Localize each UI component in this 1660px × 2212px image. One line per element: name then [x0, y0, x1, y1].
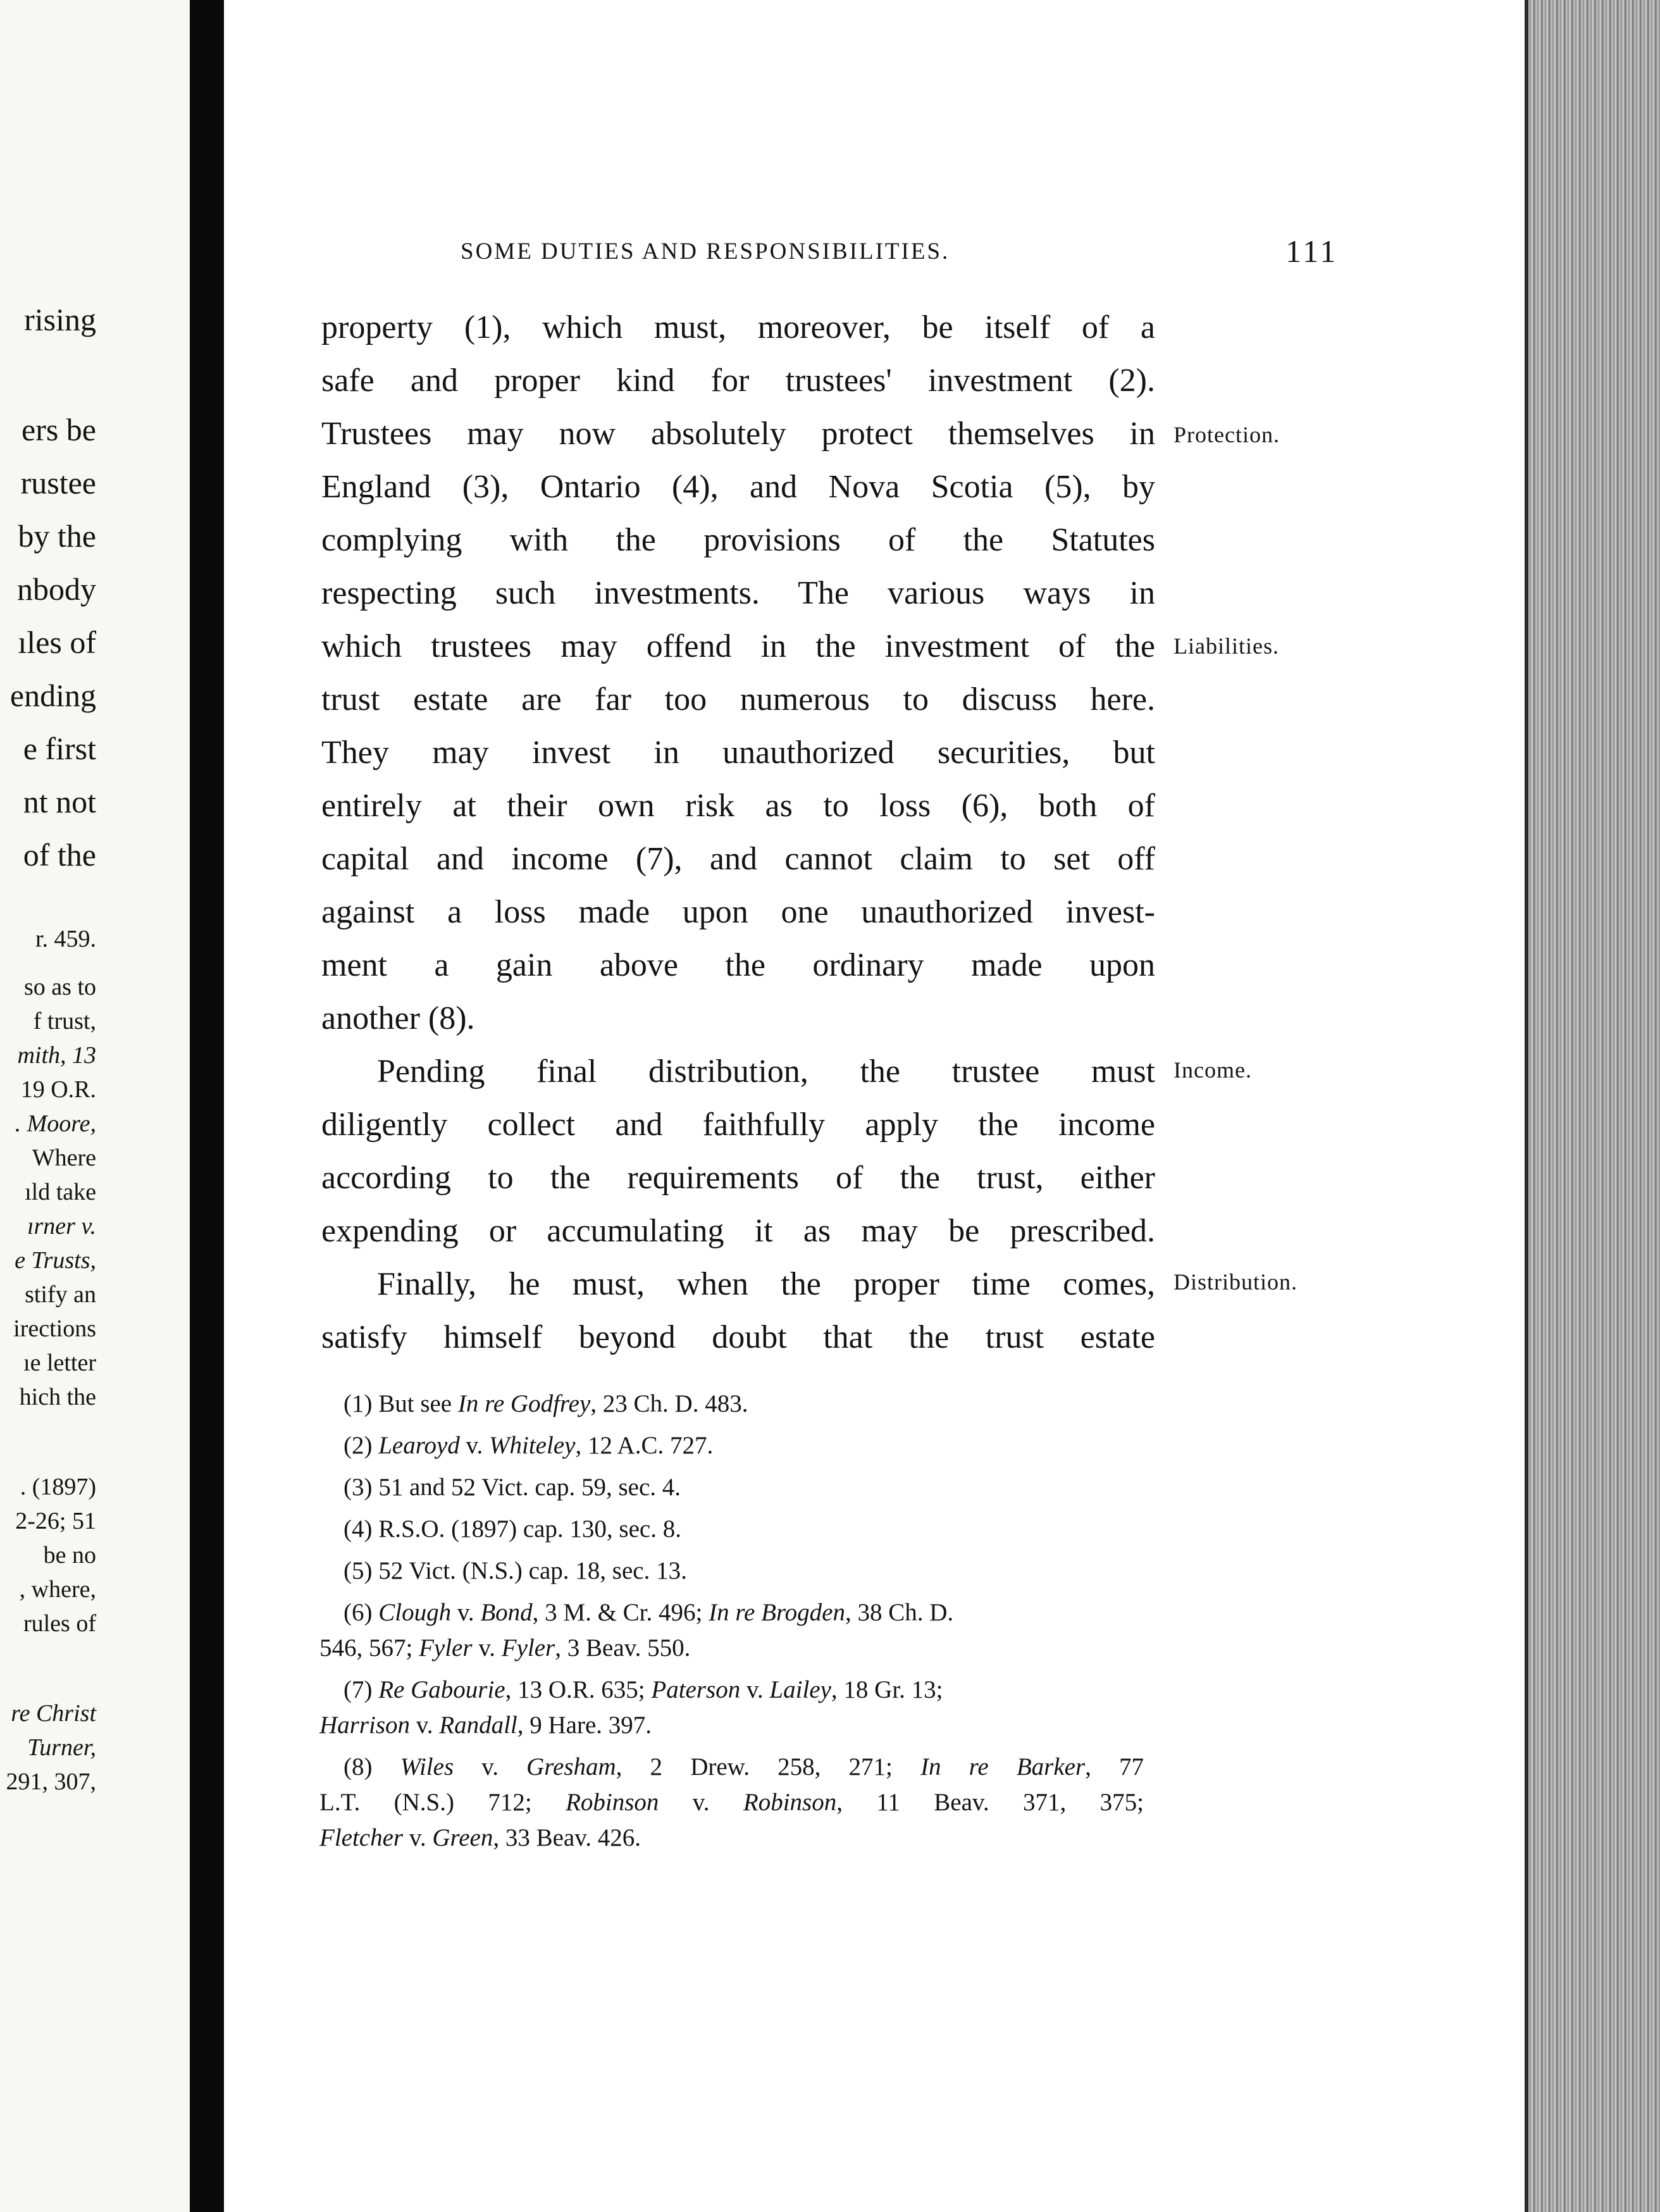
marginal-note-distribution: Distribution. [1174, 1269, 1298, 1295]
footnote-case-name: Robinson [743, 1789, 837, 1816]
facing-page-note-line: rules of [23, 1610, 96, 1637]
footnote-text: , 38 Ch. D. [845, 1599, 954, 1626]
footnote-case-name: Fyler [501, 1634, 555, 1662]
footnote-line [344, 1515, 681, 1544]
body-text-line: Trustees may now absolutely protect themselves in [321, 416, 1155, 452]
footnote-case-name: Robinson [566, 1789, 659, 1816]
facing-page-line: nt not [23, 784, 96, 819]
body-text-line: They may invest in unauthorized securities, but [321, 735, 1155, 771]
footnote-text: v. [451, 1599, 481, 1626]
marginal-note-income: Income. [1174, 1057, 1252, 1083]
facing-page-note-line: be no [43, 1542, 96, 1569]
footnote-case-name: Green [432, 1824, 493, 1851]
page-edges [1525, 0, 1660, 2212]
facing-page-line: by the [18, 518, 96, 554]
marginal-note-liabilities: Liabilities. [1174, 633, 1279, 659]
body-text-line: another (8). [321, 1000, 475, 1036]
footnote-line [319, 1634, 690, 1663]
footnote-line [344, 1389, 748, 1419]
body-text-line: diligently collect and faithfully apply the income [321, 1107, 1155, 1143]
body-text-line: entirely at their own risk as to loss (6), both of [321, 788, 1155, 824]
footnote-text: , 3 Beav. 550. [555, 1634, 691, 1662]
footnote-line [344, 1473, 681, 1502]
footnote-text: v. [410, 1712, 440, 1739]
facing-page-note-line: f trust, [33, 1008, 96, 1035]
footnote-line [344, 1556, 687, 1586]
facing-page-note-line: . (1897) [20, 1474, 96, 1500]
footnote-case-name: Wiles [400, 1753, 454, 1780]
facing-page-note-line: r. 459. [35, 926, 96, 952]
facing-page-note-line: irections [13, 1315, 96, 1342]
footnote-text: (3) 51 and 52 Vict. cap. 59, sec. 4. [344, 1474, 681, 1501]
footnote-case-name: Randall [439, 1712, 517, 1739]
footnote-text: , 23 Ch. D. 483. [590, 1390, 748, 1417]
body-text-line: expending or accumulating it as may be prescribed. [321, 1213, 1155, 1249]
facing-page-line: e first [23, 731, 96, 766]
footnote-text: v. [459, 1432, 489, 1459]
marginal-note-protection: Protection. [1174, 422, 1280, 447]
footnote-line [344, 1753, 1144, 1782]
footnote-text: v. [403, 1824, 433, 1851]
footnote-case-name: Lailey [769, 1676, 831, 1703]
footnote-text: (6) [344, 1599, 379, 1626]
body-text-line: England (3), Ontario (4), and Nova Scotia (5), by [321, 469, 1155, 505]
facing-page-line: rustee [20, 465, 96, 500]
footnote-line [319, 1711, 652, 1740]
footnote-case-name: Learoyd [378, 1432, 460, 1459]
body-text-line: Pending final distribution, the trustee must [377, 1053, 1155, 1090]
body-text-line: respecting such investments. The various ways in [321, 575, 1155, 611]
footnote-case-name: In re Barker [920, 1753, 1086, 1780]
footnote-text: v. [740, 1676, 770, 1703]
body-text-line: capital and income (7), and cannot claim to set off [321, 841, 1155, 877]
running-head: SOME DUTIES AND RESPONSIBILITIES. [461, 239, 950, 264]
footnote-text: (2) [344, 1432, 379, 1459]
book-gutter [190, 0, 224, 2212]
facing-page-note-line: hich the [19, 1384, 96, 1410]
body-text-line: against a loss made upon one unauthorized invest- [321, 894, 1155, 930]
body-text-line: ment a gain above the ordinary made upon [321, 947, 1155, 983]
footnote-case-name: Whiteley [489, 1432, 576, 1459]
footnote-text: , 11 Beav. 371, 375; [836, 1789, 1144, 1816]
facing-page [0, 0, 190, 2212]
footnote-case-name: Paterson [651, 1676, 741, 1703]
footnote-text: L.T. (N.S.) 712; [319, 1789, 566, 1816]
footnote-text: , 18 Gr. 13; [831, 1676, 943, 1703]
footnote-case-name: In re Brogden [709, 1599, 845, 1626]
facing-page-note-line: Turner, [27, 1734, 96, 1761]
footnote-case-name: Gresham [526, 1753, 616, 1780]
footnote-text: , 77 [1085, 1753, 1144, 1780]
footnote-line [344, 1598, 953, 1627]
footnote-case-name: Harrison [319, 1712, 411, 1739]
facing-page-line: of the [23, 837, 96, 873]
footnote-text: v. [472, 1634, 502, 1662]
body-text-line: property (1), which must, moreover, be itself of a [321, 309, 1155, 345]
footnote-text: , 13 O.R. 635; [505, 1676, 652, 1703]
body-text-line: safe and proper kind for trustees' investment (2). [321, 363, 1155, 399]
facing-page-note-line: ıe letter [23, 1350, 96, 1376]
footnote-line [319, 1824, 641, 1853]
body-text-line: which trustees may offend in the investment of the [321, 628, 1155, 664]
facing-page-line: ıles of [18, 624, 96, 660]
footnote-text: , 9 Hare. 397. [517, 1712, 652, 1739]
facing-page-note-line: 19 O.R. [20, 1076, 96, 1103]
facing-page-line: ers be [22, 412, 96, 447]
facing-page-line: rising [24, 302, 96, 337]
facing-page-line: ending [9, 678, 96, 713]
facing-page-note-line: Where [32, 1145, 96, 1171]
page-number: 111 [1285, 233, 1339, 269]
footnote-text: (8) [344, 1753, 400, 1780]
facing-page-note-line: . Moore, [15, 1110, 96, 1137]
body-text-line: trust estate are far too numerous to discuss here. [321, 681, 1155, 718]
facing-page-note-line: mith, 13 [17, 1042, 96, 1069]
footnote-text: (5) 52 Vict. (N.S.) cap. 18, sec. 13. [344, 1557, 687, 1584]
footnote-text: , 33 Beav. 426. [493, 1824, 641, 1851]
footnote-text: 546, 567; [319, 1634, 419, 1662]
facing-page-note-line: stify an [25, 1281, 96, 1308]
body-text-line: complying with the provisions of the Statutes [321, 522, 1155, 558]
footnote-text: , 12 A.C. 727. [575, 1432, 714, 1459]
body-text-line: according to the requirements of the trust, either [321, 1160, 1155, 1196]
footnote-text: , 2 Drew. 258, 271; [616, 1753, 921, 1780]
footnote-text: v. [454, 1753, 527, 1780]
footnote-case-name: Bond [480, 1599, 533, 1626]
facing-page-note-line: e Trusts, [15, 1247, 96, 1274]
facing-page-note-line: 2-26; 51 [15, 1508, 96, 1534]
footnote-text: v. [659, 1789, 743, 1816]
footnote-text: , 3 M. & Cr. 496; [532, 1599, 709, 1626]
footnote-case-name: In re Godfrey [457, 1390, 591, 1417]
footnote-line [319, 1788, 1144, 1817]
footnote-case-name: Fletcher [319, 1824, 404, 1851]
footnote-text: (1) But see [344, 1390, 458, 1417]
facing-page-line: nbody [17, 571, 96, 607]
facing-page-note-line: so as to [24, 974, 96, 1000]
footnote-case-name: Clough [378, 1599, 452, 1626]
body-text-line: satisfy himself beyond doubt that the trust estate [321, 1319, 1155, 1355]
footnote-line [344, 1675, 943, 1705]
facing-page-note-line: ıld take [25, 1179, 96, 1205]
footnote-case-name: Re Gabourie [378, 1676, 505, 1703]
facing-page-note-line: re Christ [11, 1700, 96, 1727]
body-text-line: Finally, he must, when the proper time comes, [377, 1266, 1155, 1302]
facing-page-note-line: , where, [19, 1576, 96, 1603]
footnote-line [344, 1431, 713, 1460]
footnote-text: (4) R.S.O. (1897) cap. 130, sec. 8. [344, 1515, 681, 1543]
facing-page-note-line: 291, 307, [6, 1768, 96, 1795]
facing-page-note-line: ırner v. [27, 1213, 96, 1240]
footnote-text: (7) [344, 1676, 379, 1703]
footnote-case-name: Fyler [419, 1634, 473, 1662]
